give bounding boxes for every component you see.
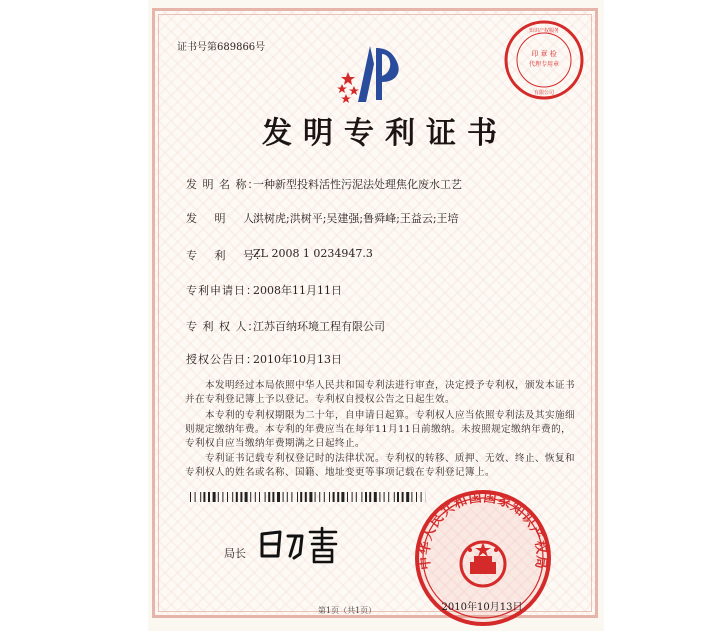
svg-text:代理专用章: 代理专用章 — [528, 61, 560, 68]
inventors-label: 发 明 人： — [186, 212, 267, 225]
patent-number-value: ZL 2008 1 0234947.3 — [253, 247, 373, 260]
body-paragraph-line: 专利证书记载专利权登记时的法律状况。专利权的转移、质押、无效、终止、恢复和 — [185, 453, 576, 464]
service-stamp — [502, 18, 586, 102]
barcode — [190, 492, 426, 502]
patentee-value: 江苏百纳环境工程有限公司 — [253, 320, 385, 333]
invention-name-label: 发 明 名 称： — [186, 178, 260, 191]
grant-date-label: 授权公告日： — [186, 353, 258, 366]
director-signature — [256, 524, 342, 564]
body-paragraph-line: 专利权自应当缴纳年费期满之日起终止。 — [185, 438, 366, 449]
body-paragraph-line: 并在专利登记簿上予以登记。专利权自授权公告之日起生效。 — [185, 394, 456, 405]
official-seal — [408, 478, 558, 628]
body-paragraph-line: 本发明经过本局依照中华人民共和国专利法进行审查，决定授予专利权，颁发本证书 — [185, 380, 576, 391]
director-label: 局长 — [224, 547, 246, 560]
svg-text:中华人民共和国国家知识产权局: 中华人民共和国国家知识产权局 — [417, 490, 549, 571]
svg-text:印 章 检: 印 章 检 — [531, 50, 557, 58]
certificate-title: 发明专利证书 — [262, 116, 508, 151]
grant-date-value: 2010年10月13日 — [253, 353, 342, 366]
patentee-label: 专 利 权 人： — [186, 320, 260, 333]
body-paragraph-line: 则规定缴纳年费。本专利的年费应当在每年11月11日前缴纳。未按照规定缴纳年费的， — [185, 424, 572, 435]
filing-date-value: 2008年11月11日 — [253, 284, 342, 297]
body-paragraph-line: 专利权人的姓名或名称、国籍、地址变更等事项记载在专利登记簿上。 — [185, 467, 496, 478]
invention-name-value: 一种新型投料活性污泥法处理焦化废水工艺 — [253, 178, 462, 191]
page-number: 第1页（共1页） — [318, 606, 377, 615]
certificate-number: 证书号第689866号 — [177, 42, 266, 53]
patent-office-logo-icon — [336, 42, 404, 106]
inventors-value: 洪树虎;洪树平;吴建强;鲁舜峰;王益云;王培 — [253, 212, 459, 225]
body-paragraph-line: 本专利的专利权期限为二十年，自申请日起算。专利权人应当依照专利法及其实施细 — [185, 410, 576, 421]
patent-number-label: 专 利 号： — [186, 249, 267, 262]
filing-date-label: 专利申请日： — [186, 284, 258, 297]
svg-text:有限公司: 有限公司 — [533, 90, 555, 96]
svg-text:知识产权服务: 知识产权服务 — [528, 28, 560, 34]
svg-text:2010年10月13日: 2010年10月13日 — [441, 602, 523, 613]
